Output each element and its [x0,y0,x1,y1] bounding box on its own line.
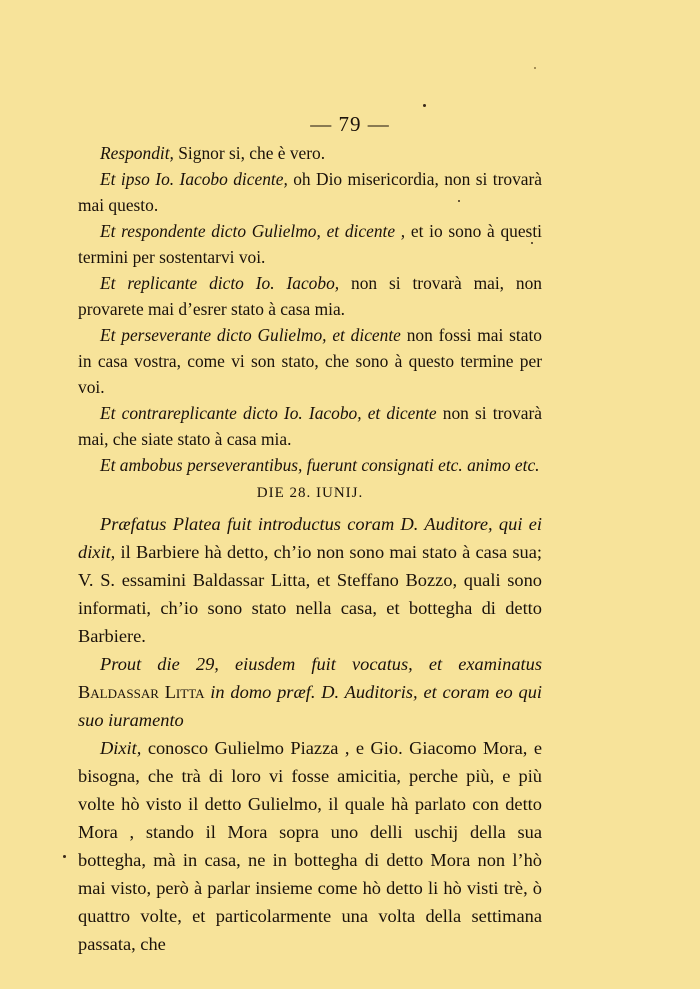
paragraph [78,510,542,650]
paragraph [78,452,542,478]
speck-mark [423,104,426,107]
paragraph [78,322,542,400]
paragraph [78,218,542,270]
text-run: conosco Gulielmo Piazza , e Gio. Giacomo Mora, e bisogna, che trà di loro vi fosse amicitia, perche più, e più volte hò visto il detto Gulielmo, il quale hà parlato con detto Mora , stando il Mora sopra uno delli uschij della sua bottegha, mà in casa, ne in bottegha di detto Mora non l’hò mai visto, però à parlar insieme come hò detto li hò visti trè, ò quattro volte, et particolarmente una volta della settimana passata, che [78,738,542,954]
page-number: — 79 — [310,112,390,136]
text-run: Signor si, che è vero. [173,143,326,163]
speck-mark [63,855,66,858]
text-run: non si trovarà mai, che siate stato à casa mia. [78,403,542,449]
italic-run: Prout die 29, eiusdem fuit vocatus, et examinatus [100,654,542,674]
deposition-section [78,510,542,958]
paragraph [78,166,542,218]
text-run: non si trovarà mai, non provarete mai d’esrer stato à casa mia. [78,273,543,319]
paragraph [78,650,542,734]
italic-run: Et perseverante dicto Gulielmo, et dicente [100,325,401,345]
date-heading [78,480,542,506]
italic-run: Dixit, [100,738,142,758]
body-text [78,140,542,958]
paragraph [78,140,542,166]
italic-run: Et ipso Io. Iacobo dicente, [100,169,288,189]
italic-run: Et contrareplicante dicto Io. Iacobo, et dicente [100,403,437,423]
paragraph [78,734,542,958]
text-run: il Barbiere hà detto, ch’io non sono mai stato à casa sua; V. S. essamini Baldassar Litta, et Steffano Bozzo, quali sono informati, ch’io sono stato nella casa, et bottegha di detto Barbiere. [78,542,542,646]
italic-run: Et ambobus perseverantibus, fuerunt consignati etc. animo etc. [100,455,540,475]
italic-run: Præfatus Platea fuit introductus coram D. Auditore, qui ei dixit, [78,514,542,562]
italic-run: Et respondente dicto Gulielmo, et dicente , [100,221,406,241]
smallcaps-name: Baldassar Litta [78,682,205,702]
text-run: et io sono à questi termini per sostentarvi voi. [78,221,542,267]
text-run: non fossi mai stato in casa vostra, come vi son stato, che sono à questo termine per voi. [78,325,542,397]
italic-run: Et replicante dicto Io. Iacobo, [100,273,340,293]
italic-run: Respondit, [100,143,174,163]
italic-run: in domo præf. D. Auditoris, et coram eo qui suo iuramento [78,682,543,730]
speck-mark [534,67,536,69]
text-run: oh Dio misericordia, non si trovarà mai questo. [78,169,542,215]
date-heading-text: DIE 28. IUNIJ. [256,485,364,501]
paragraph [78,270,542,322]
paragraph [78,400,542,452]
